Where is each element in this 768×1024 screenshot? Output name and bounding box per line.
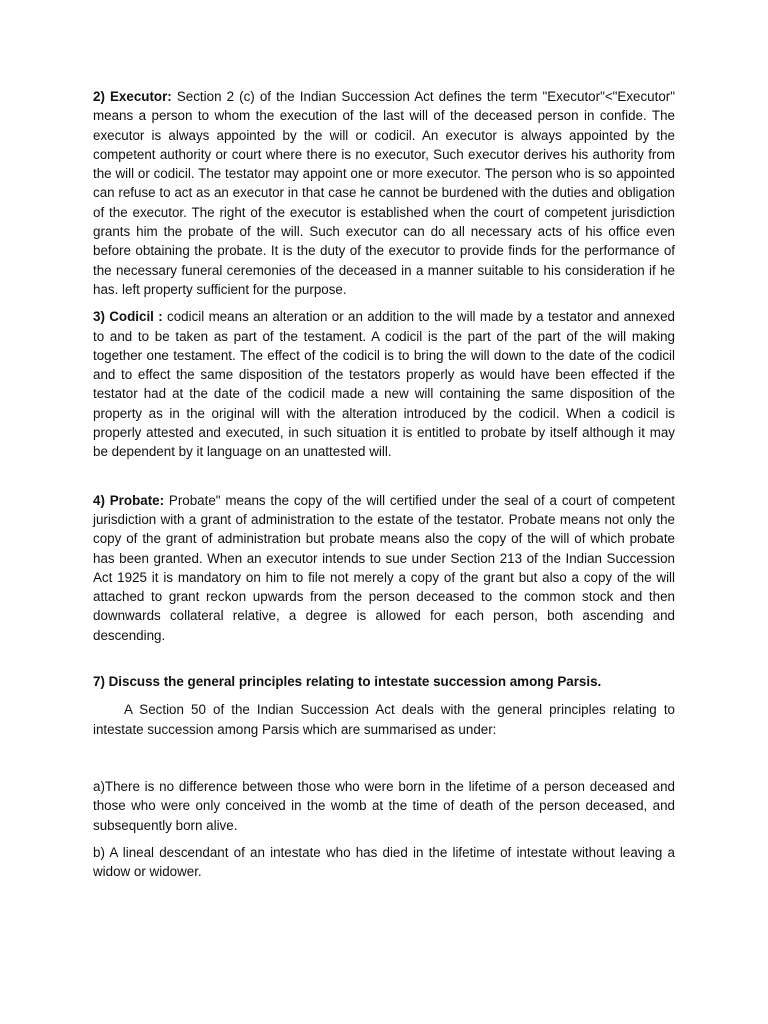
codicil-text: codicil means an alteration or an addition to the will made by a testator and annexed to and to be taken as part of the testament. A codicil is the part of the part of the will making together one testament. The effect of the codicil is to bring the will down to the date of the codicil and to effect the same disposition of the testators properly as would have been effected if the testator had at the date of the codicil made a new will containing the same disposition of the property as in the original will with the alteration introduced by the codicil. When a codicil is properly attested and executed, in such situation it is entitled to probate by itself although it may be dependent by it language on an unattested will. [93, 309, 675, 460]
question-intro: A Section 50 of the Indian Succession Act deals with the general principles relating to intestate succession among Parsis which are summarised as under: [93, 702, 675, 737]
executor-label: 2) Executor: [93, 89, 172, 104]
probate-paragraph [93, 491, 675, 645]
principle-point: b) A lineal descendant of an intestate who has died in the lifetime of intestate without leaving a widow or widower. [93, 844, 675, 880]
codicil-paragraph [93, 307, 675, 461]
codicil-label: 3) Codicil : [93, 309, 163, 325]
principle-point: a)There is no difference between those who were born in the lifetime of a person deceased and those who were only conceived in the womb at the time of death of the person deceased, and subsequently born alive. [93, 778, 675, 833]
probate-text: Probate" means the copy of the will certified under the seal of a court of competent jurisdiction with a grant of administration to the estate of the testator. Probate means not only the copy of the grant of administration but probate means also the copy of the will of which probate has been granted. When an executor intends to sue under Section 213 of the Indian Succession Act 1925 it is mandatory on him to file not merely a copy of the grant but also a copy of the will attached to grant reckon upwards from the person deceased to the common stock and then downwards collateral relative, a degree is allowed for each person, both ascending and descending. [93, 492, 675, 643]
executor-paragraph [93, 87, 675, 299]
probate-label: 4) Probate: [93, 492, 165, 508]
document-page [93, 87, 675, 881]
executor-text: Section 2 (c) of the Indian Succession Act defines the term "Executor"<"Executor" means a person to whom the execution of the last will of the deceased person in confide. The executor is always appointed by the will or codicil. An executor is always appointed by the competent authority or court where there is no executor, Such executor derives his authority from the will or codicil. The testator may appoint one or more executor. The person who is so appointed can refuse to act as an executor in that case he cannot be burdened with the duties and obligation of the executor. The right of the executor is established when the court of competent jurisdiction grants him the probate of the will. Such executor can do all necessary acts of his office even before obtaining the probate. It is the duty of the executor to provide finds for the performance of the necessary funeral ceremonies of the deceased in a manner suitable to his consideration if he has. left property sufficient for the purpose. [93, 89, 675, 297]
question-heading: 7) Discuss the general principles relating to intestate succession among Parsis. [93, 674, 602, 690]
